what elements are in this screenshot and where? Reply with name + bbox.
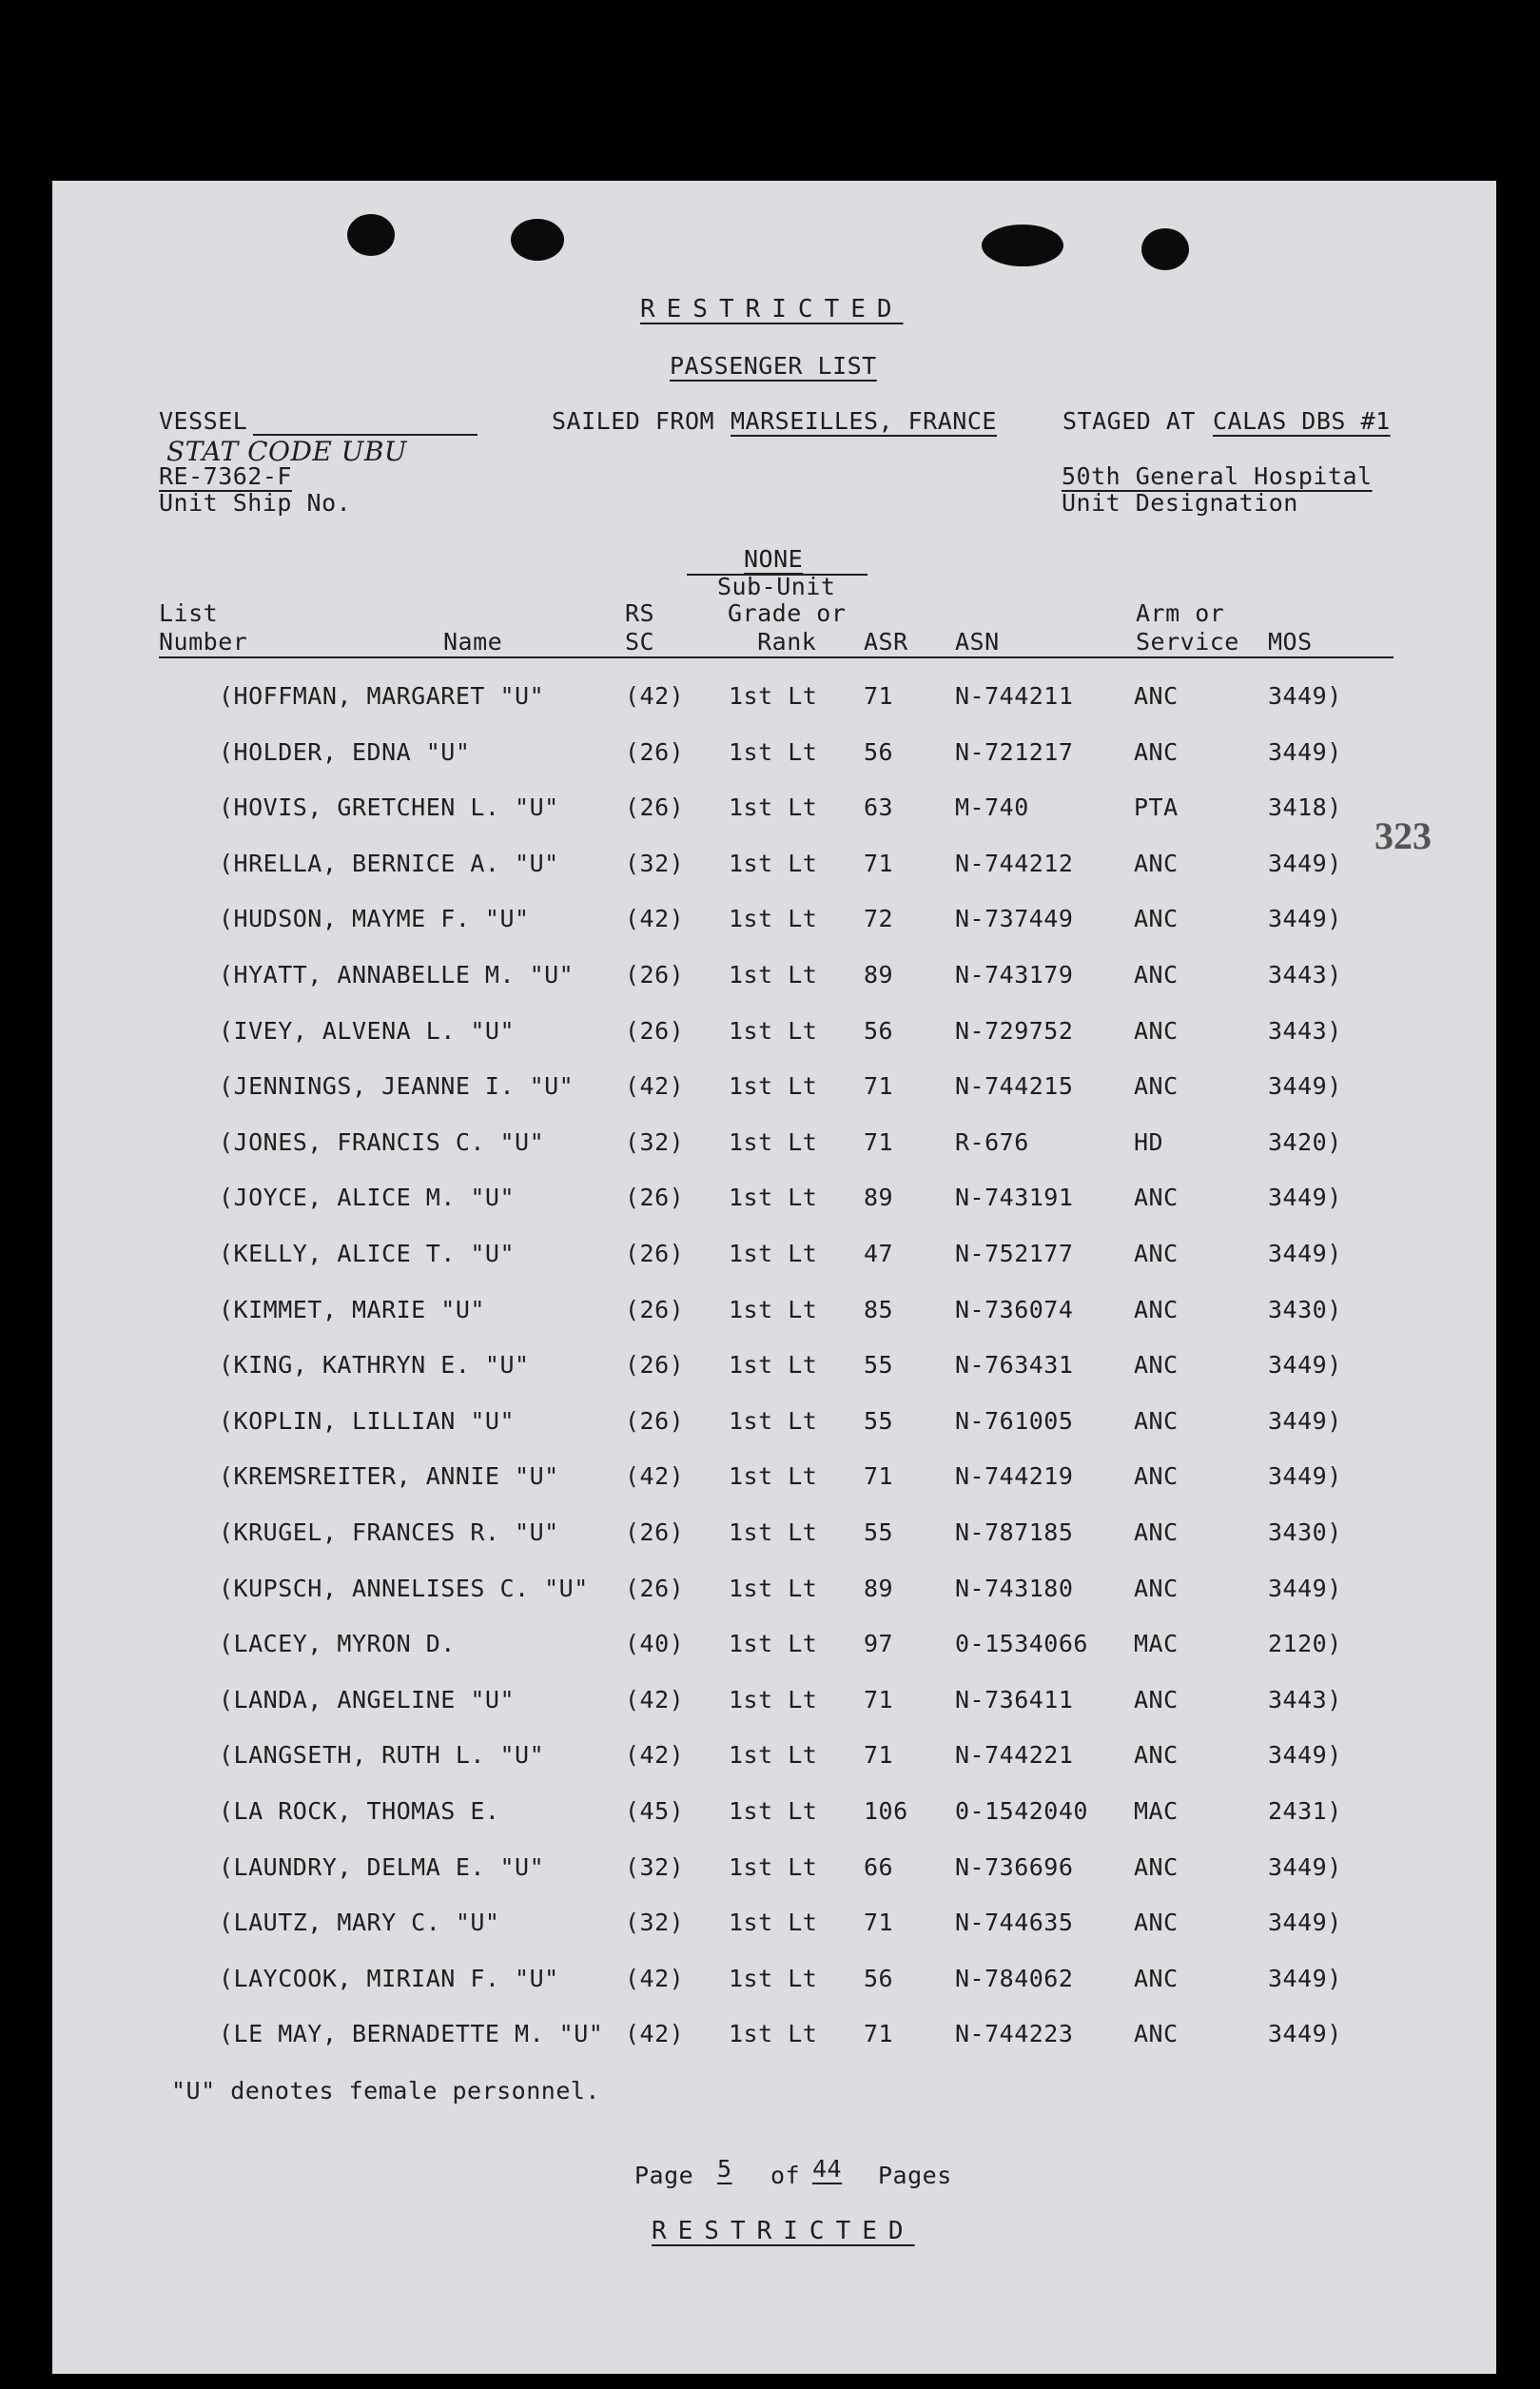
- row-rs-sc: (26): [625, 1518, 685, 1546]
- row-arm-service: HD: [1134, 1128, 1164, 1156]
- sailed-from-value: MARSEILLES, FRANCE: [731, 407, 997, 435]
- staged-at-label: STAGED AT: [1062, 407, 1196, 435]
- row-name: (JONES, FRANCIS C. "U": [219, 1128, 545, 1156]
- row-mos: 3449): [1268, 1575, 1342, 1602]
- row-grade: 1st Lt: [729, 793, 818, 821]
- row-asn: N-744212: [955, 850, 1074, 877]
- row-asr: 66: [864, 1853, 894, 1881]
- row-asn: N-736411: [955, 1686, 1074, 1713]
- row-asn: N-784062: [955, 1965, 1074, 1992]
- row-arm-service: ANC: [1134, 738, 1179, 766]
- row-asn: M-740: [955, 793, 1029, 821]
- row-asr: 55: [864, 1351, 894, 1379]
- row-rs-sc: (42): [625, 1462, 685, 1490]
- row-arm-service: ANC: [1134, 1909, 1179, 1936]
- row-grade: 1st Lt: [729, 850, 818, 877]
- row-asn: N-744219: [955, 1462, 1074, 1490]
- row-rs-sc: (40): [625, 1630, 685, 1657]
- total-pages: 44: [812, 2155, 843, 2183]
- row-asn: N-743191: [955, 1184, 1074, 1211]
- row-rs-sc: (42): [625, 1686, 685, 1713]
- row-name: (LAUTZ, MARY C. "U": [219, 1909, 500, 1936]
- row-asn: 0-1542040: [955, 1797, 1088, 1825]
- row-mos: 3449): [1268, 1072, 1342, 1100]
- row-mos: 2120): [1268, 1630, 1342, 1657]
- row-arm-service: PTA: [1134, 793, 1179, 821]
- stat-code-handwritten: STAT CODE UBU: [166, 436, 408, 467]
- col-header-grade: Grade or Rank: [728, 599, 847, 656]
- row-name: (JOYCE, ALICE M. "U": [219, 1184, 516, 1211]
- document-title: PASSENGER LIST: [670, 352, 877, 380]
- row-mos: 3443): [1268, 1686, 1342, 1713]
- restricted-heading-bottom: RESTRICTED: [652, 2217, 915, 2245]
- row-grade: 1st Lt: [729, 682, 818, 710]
- row-asr: 72: [864, 905, 894, 932]
- row-name: (JENNINGS, JEANNE I. "U": [219, 1072, 575, 1100]
- restricted-heading-top: RESTRICTED: [640, 295, 904, 323]
- col-header-asn: ASN: [955, 628, 1000, 656]
- row-arm-service: ANC: [1134, 2020, 1179, 2047]
- row-name: (KRUGEL, FRANCES R. "U": [219, 1518, 559, 1546]
- row-name: (LAYCOOK, MIRIAN F. "U": [219, 1965, 559, 1992]
- row-asn: N-744211: [955, 682, 1074, 710]
- row-asn: N-721217: [955, 738, 1074, 766]
- row-asn: N-737449: [955, 905, 1074, 932]
- row-rs-sc: (26): [625, 1240, 685, 1267]
- row-name: (HYATT, ANNABELLE M. "U": [219, 961, 575, 989]
- row-grade: 1st Lt: [729, 1741, 818, 1769]
- row-grade: 1st Lt: [729, 905, 818, 932]
- row-asr: 71: [864, 682, 894, 710]
- row-asr: 71: [864, 1741, 894, 1769]
- row-grade: 1st Lt: [729, 1296, 818, 1323]
- row-mos: 3418): [1268, 793, 1342, 821]
- unit-designation-label: Unit Designation: [1062, 489, 1298, 517]
- row-rs-sc: (32): [625, 1853, 685, 1881]
- row-asr: 55: [864, 1518, 894, 1546]
- row-arm-service: ANC: [1134, 961, 1179, 989]
- row-grade: 1st Lt: [729, 1630, 818, 1657]
- row-grade: 1st Lt: [729, 1853, 818, 1881]
- row-mos: 3449): [1268, 1462, 1342, 1490]
- unit-designation-value: 50th General Hospital: [1062, 462, 1373, 490]
- row-rs-sc: (32): [625, 1909, 685, 1936]
- row-asn: N-744635: [955, 1909, 1074, 1936]
- row-mos: 3430): [1268, 1518, 1342, 1546]
- row-mos: 3449): [1268, 1909, 1342, 1936]
- row-asn: N-736696: [955, 1853, 1074, 1881]
- row-asn: N-743179: [955, 961, 1074, 989]
- row-mos: 3449): [1268, 1965, 1342, 1992]
- row-arm-service: ANC: [1134, 1741, 1179, 1769]
- row-name: (HOFFMAN, MARGARET "U": [219, 682, 545, 710]
- row-mos: 3449): [1268, 1351, 1342, 1379]
- row-name: (HRELLA, BERNICE A. "U": [219, 850, 559, 877]
- punch-hole: [347, 214, 395, 256]
- row-arm-service: ANC: [1134, 1462, 1179, 1490]
- row-rs-sc: (45): [625, 1797, 685, 1825]
- row-grade: 1st Lt: [729, 1351, 818, 1379]
- row-mos: 3443): [1268, 1017, 1342, 1045]
- row-rs-sc: (42): [625, 1741, 685, 1769]
- col-header-mos: MOS: [1268, 628, 1313, 656]
- row-rs-sc: (42): [625, 682, 685, 710]
- row-rs-sc: (32): [625, 1128, 685, 1156]
- pages-word: Pages: [878, 2162, 952, 2189]
- row-rs-sc: (26): [625, 961, 685, 989]
- row-arm-service: ANC: [1134, 850, 1179, 877]
- row-rs-sc: (32): [625, 850, 685, 877]
- row-asn: N-743180: [955, 1575, 1074, 1602]
- punch-hole: [511, 219, 564, 261]
- row-grade: 1st Lt: [729, 1965, 818, 1992]
- punch-hole: [982, 225, 1063, 266]
- row-asn: N-787185: [955, 1518, 1074, 1546]
- row-asr: 71: [864, 2020, 894, 2047]
- punch-hole: [1141, 228, 1189, 270]
- row-name: (HOLDER, EDNA "U": [219, 738, 471, 766]
- row-rs-sc: (26): [625, 1017, 685, 1045]
- row-asn: N-744215: [955, 1072, 1074, 1100]
- row-arm-service: ANC: [1134, 1518, 1179, 1546]
- row-asr: 89: [864, 1575, 894, 1602]
- col-header-name: Name: [443, 628, 503, 656]
- row-grade: 1st Lt: [729, 961, 818, 989]
- col-header-asr: ASR: [864, 628, 908, 656]
- row-grade: 1st Lt: [729, 738, 818, 766]
- row-arm-service: ANC: [1134, 1686, 1179, 1713]
- row-asr: 89: [864, 961, 894, 989]
- row-rs-sc: (42): [625, 2020, 685, 2047]
- row-name: (LANDA, ANGELINE "U": [219, 1686, 516, 1713]
- row-name: (KIMMET, MARIE "U": [219, 1296, 485, 1323]
- row-asn: N-744223: [955, 2020, 1074, 2047]
- row-name: (HUDSON, MAYME F. "U": [219, 905, 530, 932]
- row-name: (HOVIS, GRETCHEN L. "U": [219, 793, 559, 821]
- row-name: (KELLY, ALICE T. "U": [219, 1240, 516, 1267]
- female-personnel-note: "U" denotes female personnel.: [171, 2077, 600, 2105]
- vessel-label: VESSEL: [159, 407, 248, 435]
- unit-ship-number-label: Unit Ship No.: [159, 489, 352, 517]
- row-arm-service: ANC: [1134, 1407, 1179, 1435]
- row-asn: N-761005: [955, 1407, 1074, 1435]
- row-asr: 71: [864, 1686, 894, 1713]
- row-mos: 3449): [1268, 682, 1342, 710]
- row-asn: N-752177: [955, 1240, 1074, 1267]
- row-mos: 3449): [1268, 850, 1342, 877]
- row-rs-sc: (42): [625, 905, 685, 932]
- row-grade: 1st Lt: [729, 1909, 818, 1936]
- col-header-list-number: List Number: [159, 599, 248, 656]
- row-asn: N-736074: [955, 1296, 1074, 1323]
- row-arm-service: ANC: [1134, 1351, 1179, 1379]
- row-name: (IVEY, ALVENA L. "U": [219, 1017, 516, 1045]
- row-arm-service: ANC: [1134, 1853, 1179, 1881]
- row-name: (KUPSCH, ANNELISES C. "U": [219, 1575, 589, 1602]
- row-rs-sc: (26): [625, 1575, 685, 1602]
- row-mos: 3449): [1268, 1741, 1342, 1769]
- row-arm-service: ANC: [1134, 682, 1179, 710]
- row-arm-service: ANC: [1134, 1296, 1179, 1323]
- row-asr: 97: [864, 1630, 894, 1657]
- unit-ship-number: RE-7362-F: [159, 462, 292, 490]
- row-asr: 47: [864, 1240, 894, 1267]
- row-mos: 3449): [1268, 738, 1342, 766]
- col-header-arm-service: Arm or Service: [1136, 599, 1239, 656]
- row-asn: N-729752: [955, 1017, 1074, 1045]
- row-mos: 3449): [1268, 2020, 1342, 2047]
- row-mos: 3449): [1268, 1853, 1342, 1881]
- row-grade: 1st Lt: [729, 2020, 818, 2047]
- row-arm-service: ANC: [1134, 1072, 1179, 1100]
- row-rs-sc: (26): [625, 1184, 685, 1211]
- row-arm-service: ANC: [1134, 1965, 1179, 1992]
- sailed-from-label: SAILED FROM: [552, 407, 715, 435]
- row-rs-sc: (26): [625, 1407, 685, 1435]
- col-header-rs-sc: RS SC: [625, 599, 655, 656]
- row-mos: 3449): [1268, 1184, 1342, 1211]
- row-name: (LANGSETH, RUTH L. "U": [219, 1741, 545, 1769]
- row-asr: 71: [864, 1072, 894, 1100]
- row-asr: 71: [864, 1909, 894, 1936]
- row-rs-sc: (26): [625, 1351, 685, 1379]
- row-mos: 3443): [1268, 961, 1342, 989]
- row-asr: 89: [864, 1184, 894, 1211]
- row-mos: 2431): [1268, 1797, 1342, 1825]
- row-grade: 1st Lt: [729, 1518, 818, 1546]
- row-rs-sc: (26): [625, 1296, 685, 1323]
- page-word: Page: [634, 2162, 694, 2189]
- row-name: (KOPLIN, LILLIAN "U": [219, 1407, 516, 1435]
- row-asr: 106: [864, 1797, 908, 1825]
- row-arm-service: ANC: [1134, 905, 1179, 932]
- row-mos: 3430): [1268, 1296, 1342, 1323]
- row-arm-service: MAC: [1134, 1797, 1179, 1825]
- sub-unit-label: Sub-Unit: [717, 573, 836, 600]
- row-asn: 0-1534066: [955, 1630, 1088, 1657]
- row-grade: 1st Lt: [729, 1184, 818, 1211]
- row-grade: 1st Lt: [729, 1462, 818, 1490]
- row-grade: 1st Lt: [729, 1240, 818, 1267]
- row-name: (LAUNDRY, DELMA E. "U": [219, 1853, 545, 1881]
- page-number: 5: [717, 2155, 732, 2183]
- of-word: of: [770, 2162, 801, 2189]
- row-grade: 1st Lt: [729, 1407, 818, 1435]
- row-rs-sc: (42): [625, 1072, 685, 1100]
- row-asr: 71: [864, 1462, 894, 1490]
- row-name: (LA ROCK, THOMAS E.: [219, 1797, 500, 1825]
- row-name: (LACEY, MYRON D.: [219, 1630, 456, 1657]
- row-asr: 56: [864, 738, 894, 766]
- row-arm-service: ANC: [1134, 1184, 1179, 1211]
- margin-stamp-number: 323: [1374, 814, 1432, 857]
- row-name: (KING, KATHRYN E. "U": [219, 1351, 530, 1379]
- row-mos: 3449): [1268, 905, 1342, 932]
- row-mos: 3420): [1268, 1128, 1342, 1156]
- row-rs-sc: (26): [625, 738, 685, 766]
- row-rs-sc: (26): [625, 793, 685, 821]
- row-asr: 71: [864, 1128, 894, 1156]
- row-grade: 1st Lt: [729, 1128, 818, 1156]
- row-arm-service: MAC: [1134, 1630, 1179, 1657]
- row-arm-service: ANC: [1134, 1240, 1179, 1267]
- row-asn: R-676: [955, 1128, 1029, 1156]
- row-grade: 1st Lt: [729, 1072, 818, 1100]
- row-mos: 3449): [1268, 1407, 1342, 1435]
- row-grade: 1st Lt: [729, 1017, 818, 1045]
- row-arm-service: ANC: [1134, 1575, 1179, 1602]
- column-header-rule: [159, 656, 1394, 658]
- row-asr: 55: [864, 1407, 894, 1435]
- row-asr: 71: [864, 850, 894, 877]
- row-asr: 56: [864, 1965, 894, 1992]
- row-grade: 1st Lt: [729, 1575, 818, 1602]
- row-arm-service: ANC: [1134, 1017, 1179, 1045]
- sub-unit-value: NONE: [744, 545, 804, 573]
- row-name: (KREMSREITER, ANNIE "U": [219, 1462, 559, 1490]
- row-rs-sc: (42): [625, 1965, 685, 1992]
- row-asn: N-763431: [955, 1351, 1074, 1379]
- row-mos: 3449): [1268, 1240, 1342, 1267]
- row-name: (LE MAY, BERNADETTE M. "U": [219, 2020, 604, 2047]
- row-asn: N-744221: [955, 1741, 1074, 1769]
- row-grade: 1st Lt: [729, 1686, 818, 1713]
- row-grade: 1st Lt: [729, 1797, 818, 1825]
- row-asr: 63: [864, 793, 894, 821]
- row-asr: 56: [864, 1017, 894, 1045]
- staged-at-value: CALAS DBS #1: [1213, 407, 1391, 435]
- row-asr: 85: [864, 1296, 894, 1323]
